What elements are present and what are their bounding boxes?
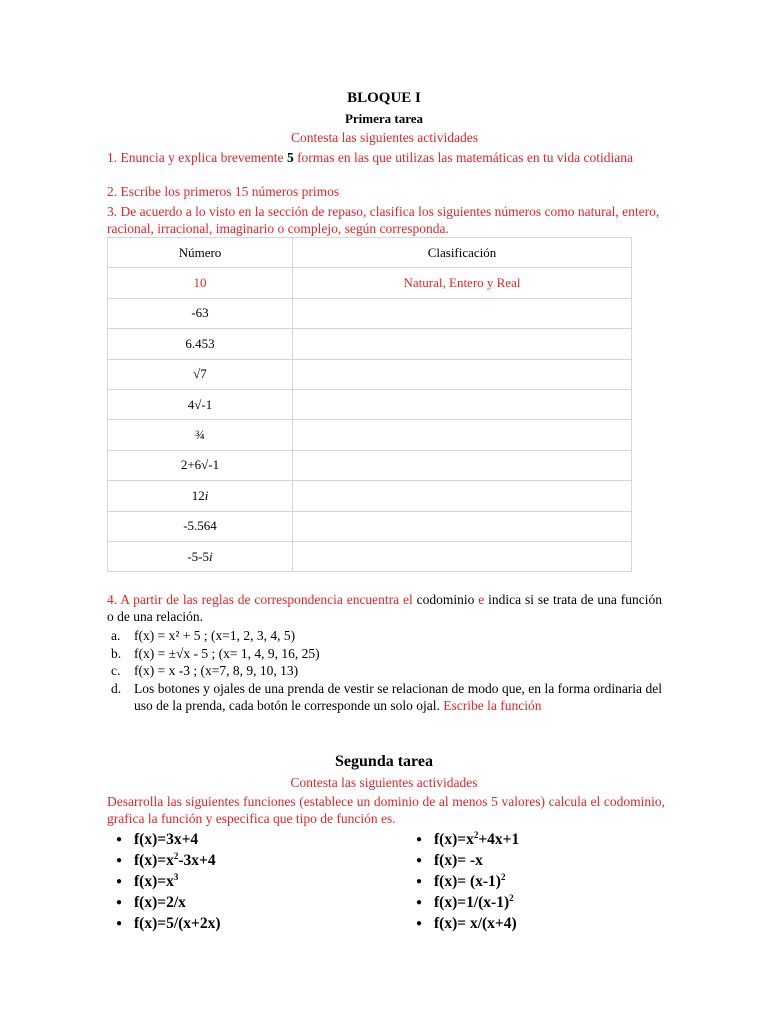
- function-base: f(x)= (x-1): [434, 873, 501, 890]
- table-row: [108, 420, 632, 450]
- table-row: [108, 268, 632, 298]
- table-row: [108, 450, 632, 480]
- list-item-label: d.: [111, 680, 122, 696]
- table-row: [108, 389, 632, 419]
- cell-classification: Natural, Entero y Real: [293, 268, 632, 298]
- header-numero: Número: [108, 238, 293, 268]
- function-base: f(x)=2/x: [134, 894, 186, 911]
- function-exponent: 2: [473, 829, 479, 840]
- question-4-part4: indica si se trata de una función o de una relación.: [107, 592, 663, 624]
- list-item-red-text: Escribe la función: [439, 698, 542, 713]
- instruction-text: Contesta las siguientes actividades: [290, 130, 479, 145]
- function-base: f(x)=x: [134, 873, 174, 890]
- list-item-text: f(x) = x -3 ; (x=7, 8, 9, 10, 13): [134, 663, 299, 678]
- function-item: [407, 913, 667, 934]
- bullet-icon: ●: [116, 918, 123, 929]
- function-exponent: 2: [500, 871, 506, 882]
- function-exponent: 2: [173, 850, 179, 861]
- table-row: [108, 329, 632, 359]
- cell-classification: [293, 450, 632, 480]
- function-item: [107, 913, 387, 934]
- function-rest: +4x+1: [478, 831, 520, 848]
- question-1-number: 5: [286, 150, 294, 165]
- table-row: [108, 511, 632, 541]
- bullet-icon: ●: [116, 876, 123, 887]
- function-item: [107, 871, 387, 892]
- header-clasificacion: Clasificación: [293, 238, 632, 268]
- bullet-icon: ●: [416, 897, 423, 908]
- question-4-part3: e: [478, 592, 485, 607]
- cell-classification: [293, 298, 632, 328]
- table-row: [108, 541, 632, 571]
- function-item: [407, 829, 667, 850]
- bullet-icon: ●: [416, 876, 423, 887]
- list-item: [107, 662, 662, 680]
- bullet-icon: ●: [116, 834, 123, 845]
- cell-number: -5.564: [108, 511, 293, 541]
- function-base: f(x)= x/(x+4): [434, 915, 517, 932]
- cell-number: 4√-1: [108, 389, 293, 419]
- cell-classification: [293, 389, 632, 419]
- table-row: [108, 359, 632, 389]
- list-item: [107, 627, 662, 645]
- function-base: f(x)=x: [134, 852, 174, 869]
- question-1-pre: 1. Enuncia y explica brevemente: [107, 150, 287, 165]
- function-base: f(x)=x: [434, 831, 474, 848]
- function-base: f(x)=3x+4: [134, 831, 199, 848]
- list-item-label: b.: [111, 645, 122, 661]
- table-header-row: [108, 238, 632, 268]
- cell-classification: [293, 481, 632, 511]
- function-item: [407, 850, 667, 871]
- list-item-text: f(x) = x² + 5 ; (x=1, 2, 3, 4, 5): [134, 628, 296, 643]
- list-item-text: f(x) = ±√x - 5 ; (x= 1, 4, 9, 16, 25): [134, 645, 320, 661]
- cell-number: -63: [108, 298, 293, 328]
- question-4-list: [107, 627, 662, 715]
- cell-classification: [293, 511, 632, 541]
- cell-number: [108, 541, 293, 571]
- function-base: f(x)=1/(x-1): [434, 894, 510, 911]
- table-row: [108, 298, 632, 328]
- function-item: [107, 829, 387, 850]
- classification-table: [107, 237, 632, 572]
- function-rest: -3x+4: [178, 852, 216, 869]
- question-3: 3. De acuerdo a lo visto en la sección de repaso, clasifica los siguientes números como natural, entero, racional, irracional, imaginario o complejo, según corresponda.: [107, 204, 660, 236]
- list-item-label: a.: [111, 628, 121, 643]
- cell-number: 10: [108, 268, 293, 298]
- function-item: [107, 850, 387, 871]
- function-item: [407, 892, 667, 913]
- cell-number: 2+6√-1: [108, 450, 293, 480]
- block-title: BLOQUE I: [347, 90, 421, 106]
- second-task-title: Segunda tarea: [335, 753, 433, 770]
- cell-number: ¾: [108, 420, 293, 450]
- cell-number-value: -5-5: [187, 548, 210, 564]
- list-item-label: c.: [111, 663, 121, 678]
- function-item: [407, 871, 667, 892]
- function-exponent: 2: [509, 892, 514, 903]
- functions-left-list: [107, 829, 387, 934]
- question-1: [107, 149, 662, 166]
- cell-number-imaginary: i: [204, 487, 209, 503]
- question-4-part1: 4. A partir de las reglas de correspondencia encuentra el: [107, 592, 413, 607]
- cell-number: √7: [108, 359, 293, 389]
- functions-right-list: [407, 829, 667, 934]
- cell-classification: [293, 329, 632, 359]
- list-item-text: Los botones y ojales de una prenda de vestir se relacionan de modo que, en la forma ordinaria del uso de la prenda, cada botón le corresponde un solo ojal.: [134, 680, 662, 713]
- function-exponent: 3: [173, 871, 179, 882]
- list-item: [107, 680, 662, 715]
- bullet-icon: ●: [416, 834, 423, 845]
- question-4-part2: codominio: [412, 592, 479, 607]
- cell-classification: [293, 359, 632, 389]
- function-base: f(x)= -x: [434, 852, 483, 869]
- task-subtitle: Primera tarea: [344, 111, 424, 126]
- table-row: [108, 481, 632, 511]
- cell-number: [108, 481, 293, 511]
- bullet-icon: ●: [416, 855, 423, 866]
- question-4: [107, 591, 662, 625]
- cell-classification: [293, 420, 632, 450]
- bullet-icon: ●: [116, 897, 123, 908]
- second-task-instruction: Contesta las siguientes actividades: [290, 775, 478, 790]
- cell-number: 6.453: [108, 329, 293, 359]
- function-base: f(x)=5/(x+2x): [134, 915, 221, 932]
- second-task-description: Desarrolla las siguientes funciones (establece un dominio de al menos 5 valores) calcula el codominio, grafica la función y especifica que tipo de función es.: [107, 794, 665, 826]
- cell-number-imaginary: i: [209, 548, 213, 564]
- list-item: [107, 645, 662, 663]
- bullet-icon: ●: [116, 855, 123, 866]
- function-item: [107, 892, 387, 913]
- question-1-post: formas en las que utilizas las matemáticas en tu vida cotidiana: [293, 150, 633, 165]
- question-2: 2. Escribe los primeros 15 números primos: [107, 184, 340, 199]
- bullet-icon: ●: [416, 918, 423, 929]
- cell-number-value: 12: [191, 487, 205, 503]
- cell-classification: [293, 541, 632, 571]
